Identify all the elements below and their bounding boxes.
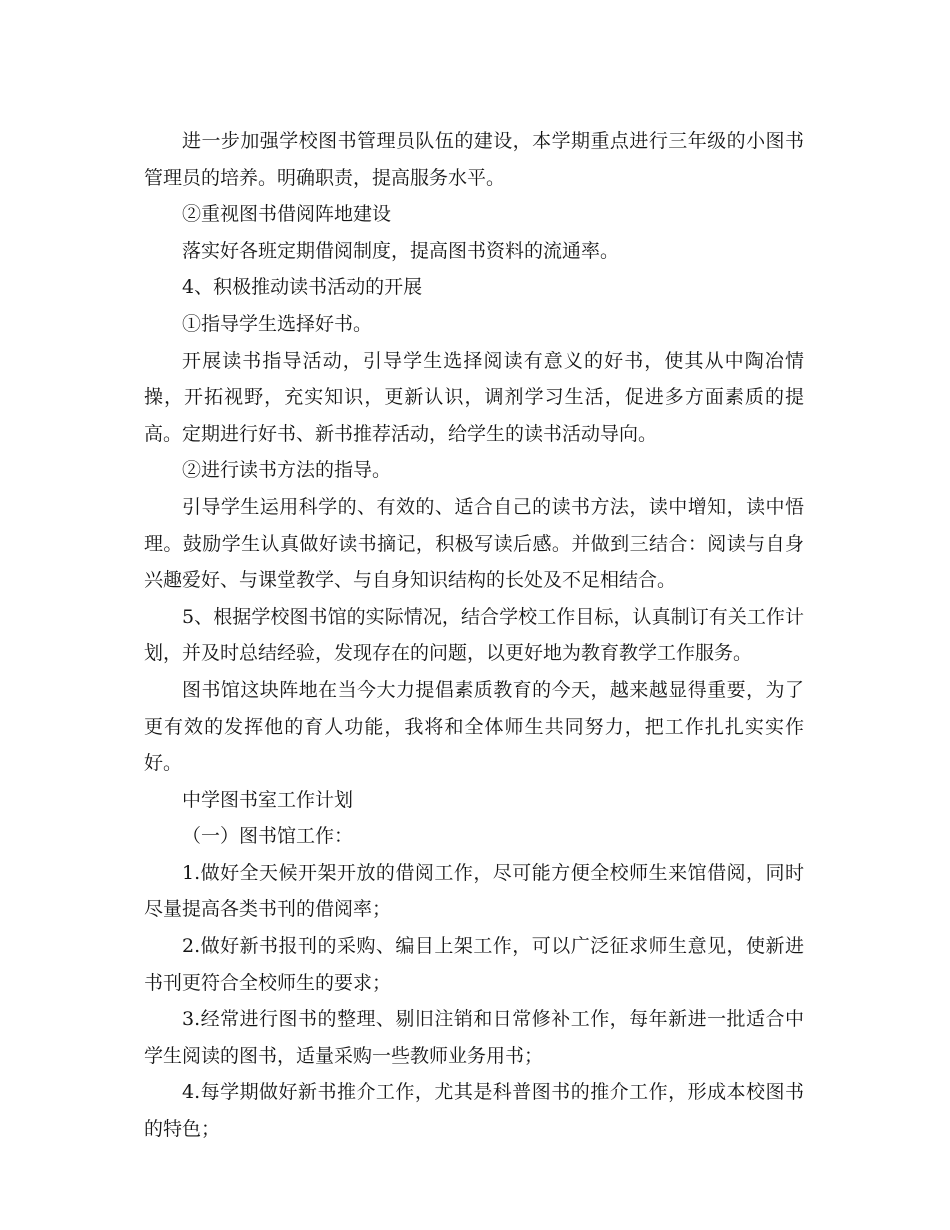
paragraph-heading-borrowing-base: ②重视图书借阅阵地建设: [182, 203, 392, 226]
paragraph-reading-guidance: 开展读书指导活动，引导学生选择阅读有意义的好书，使其从中陶冶情操，开拓视野，充实知识，更新认识，调剂学习生活，促进多方面素质的提高。定期进行好书、新书推荐活动，给学生的读书活动导向。: [144, 349, 804, 445]
paragraph-work-plan: 5、根据学校图书馆的实际情况，结合学校工作目标，认真制订有关工作计划，并及时总结经验，发现存在的问题，以更好地为教育教学工作服务。: [144, 605, 804, 665]
document-body: [144, 123, 804, 1148]
paragraph-item-3: 3.经常进行图书的整理、剔旧注销和日常修补工作，每年新进一批适合中学生阅读的图书，适量采购一些教师业务用书；: [144, 1008, 804, 1067]
paragraph-item-4: 4.每学期做好新书推介工作，尤其是科普图书的推介工作，形成本校图书的特色；: [144, 1081, 804, 1141]
paragraph-borrowing-system: 落实好各班定期借阅制度，提高图书资料的流通率。: [182, 239, 620, 262]
paragraph-reading-methods: 引导学生运用科学的、有效的、适合自己的读书方法，读中增知，读中悟理。鼓励学生认真做好读书摘记，积极写读后感。并做到三结合：阅读与自身兴趣爱好、与课堂教学、与自身知识结构的长处及不足相结合。: [144, 495, 804, 592]
paragraph-subsection-title: （一）图书馆工作：: [182, 825, 354, 848]
paragraph-item-2: 2.做好新书报刊的采购、编目上架工作，可以广泛征求师生意见，使新进书刊更符合全校师生的要求；: [144, 935, 804, 994]
paragraph-item-1: 1.做好全天候开架开放的借阅工作，尽可能方便全校师生来馆借阅，同时尽量提高各类书刊的借阅率；: [144, 861, 804, 921]
paragraph-librarian-team: 进一步加强学校图书管理员队伍的建设，本学期重点进行三年级的小图书管理员的培养。明确职责，提高服务水平。: [144, 130, 804, 189]
paragraph-heading-choose-books: ①指导学生选择好书。: [182, 312, 373, 335]
paragraph-heading-reading-activities: 4、积极推动读书活动的开展: [182, 276, 423, 299]
paragraph-conclusion: 图书馆这块阵地在当今大力提倡素质教育的今天，越来越显得重要，为了更有效的发挥他的育人功能，我将和全体师生共同努力，把工作扎扎实实作好。: [144, 678, 804, 775]
paragraph-heading-reading-methods: ②进行读书方法的指导。: [182, 459, 392, 482]
paragraph-section-title: 中学图书室工作计划: [182, 788, 354, 811]
